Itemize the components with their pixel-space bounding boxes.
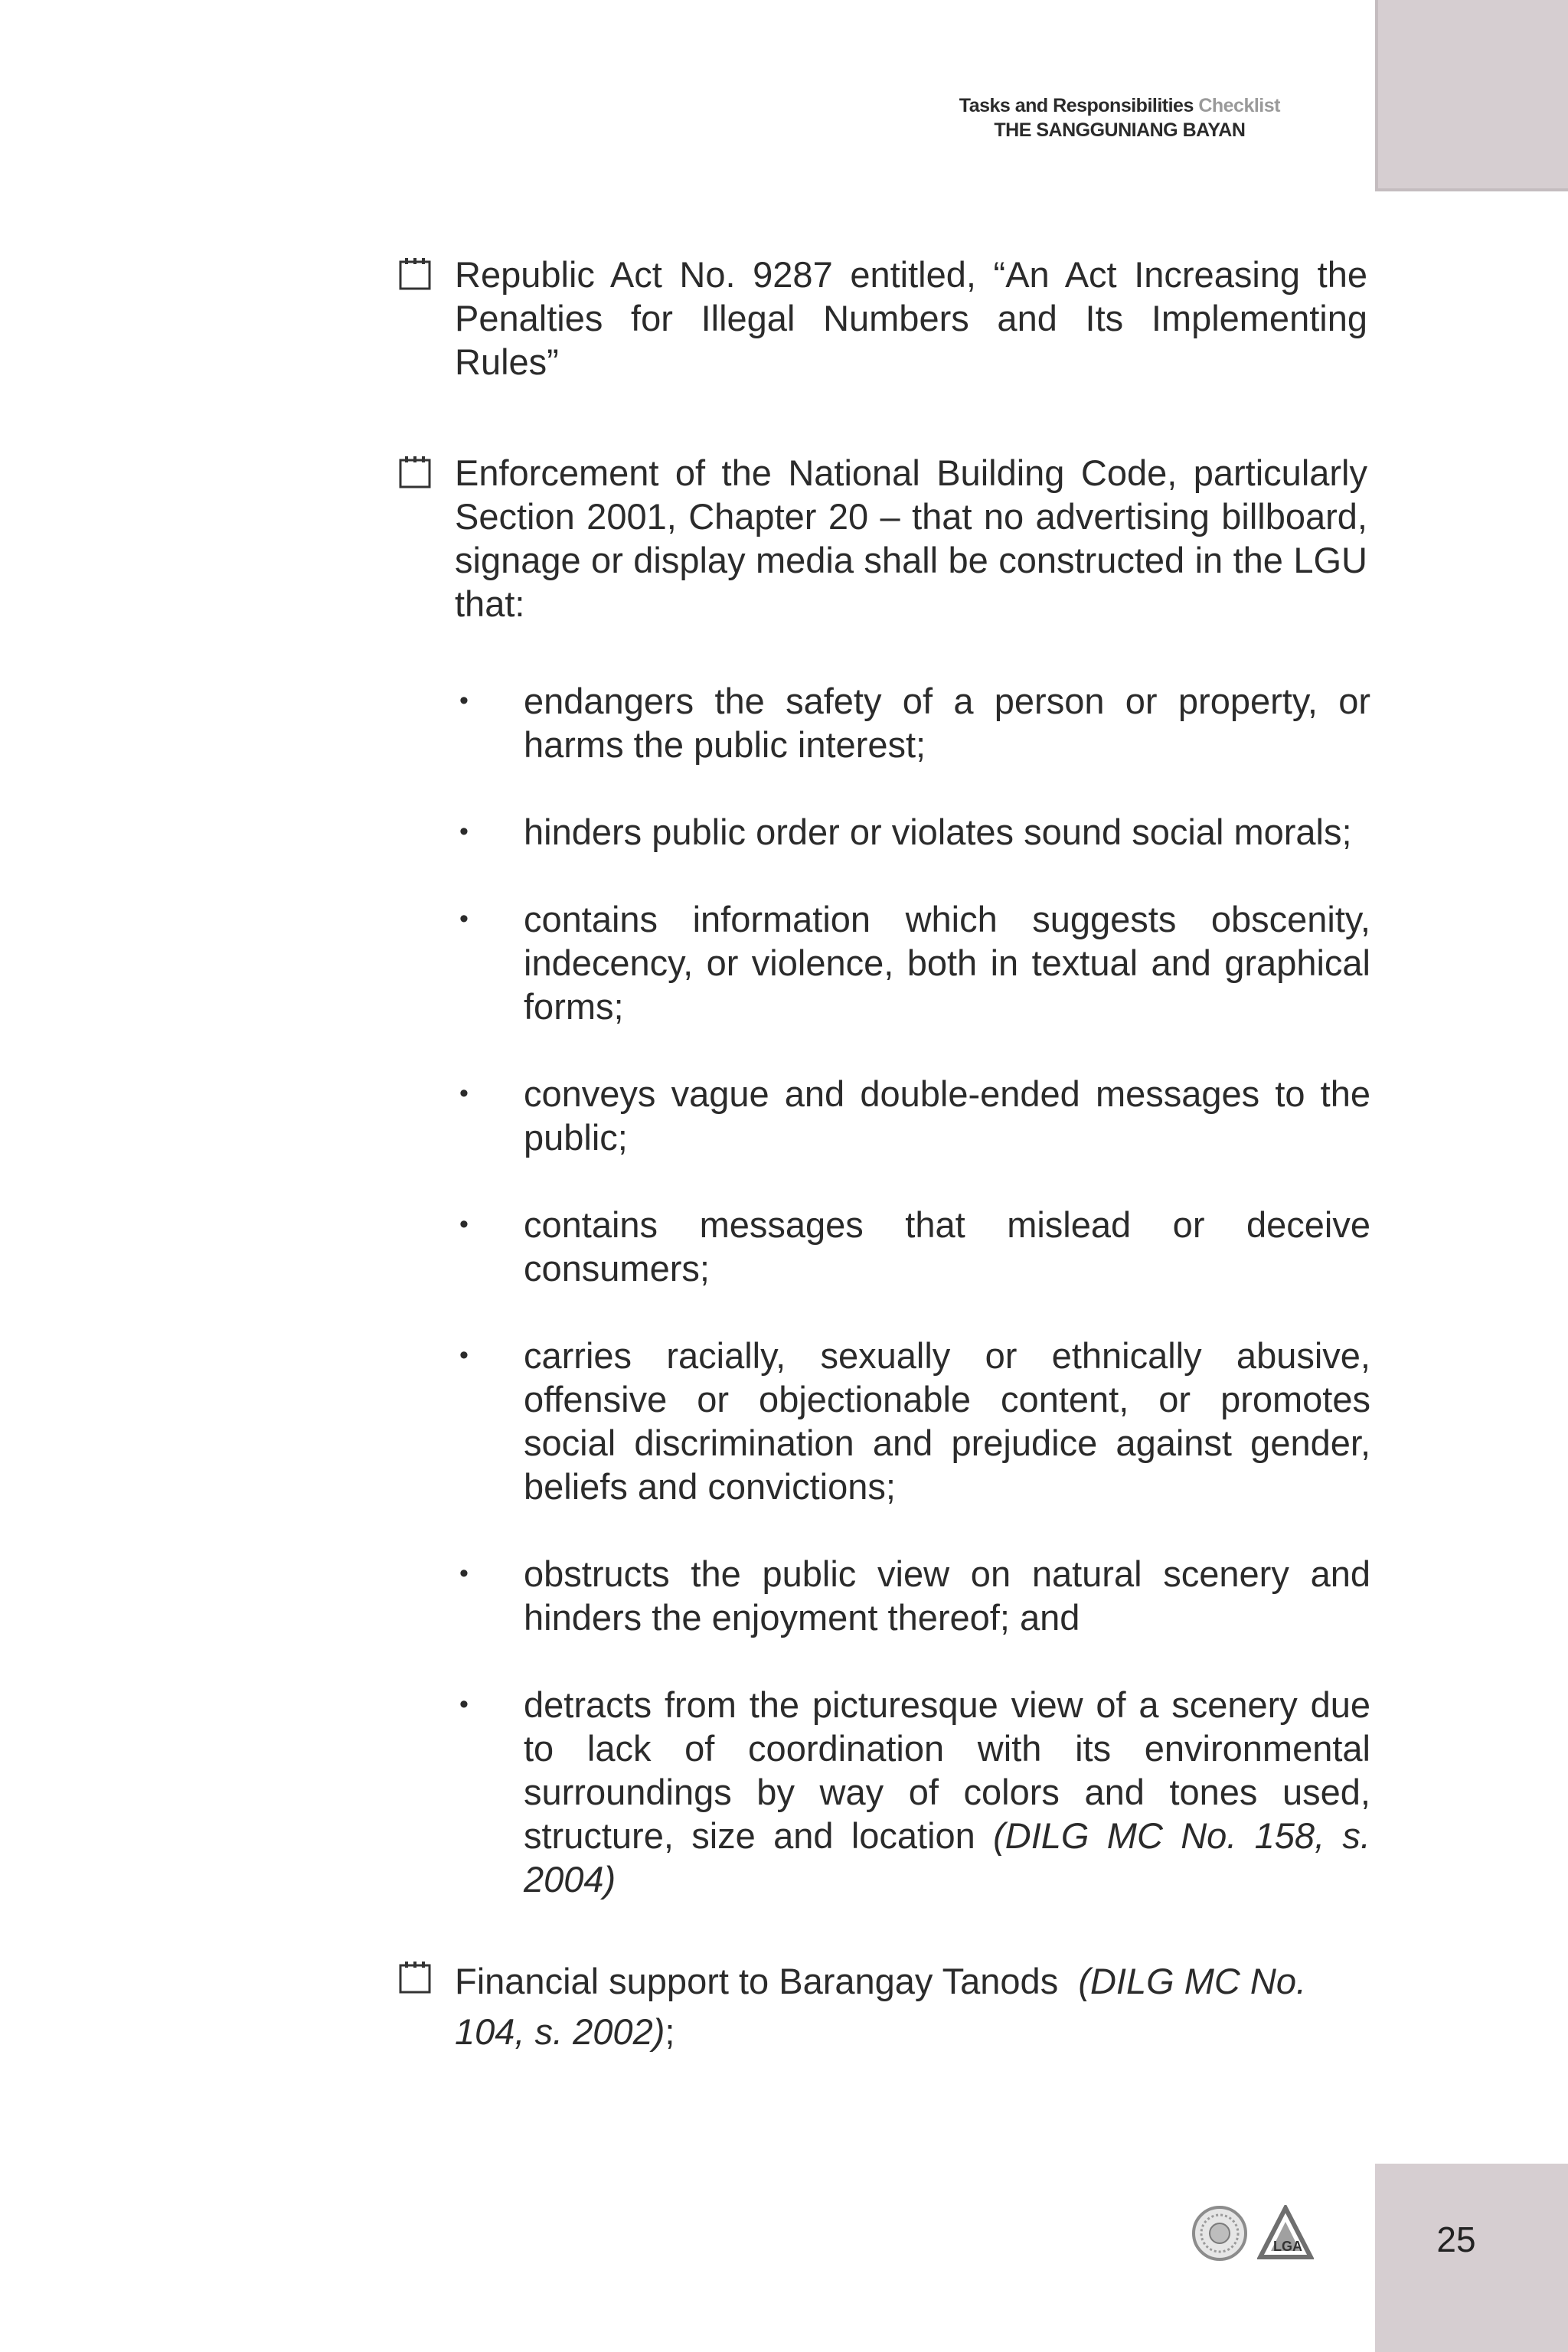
bullet-text bbox=[524, 1683, 1370, 1901]
punctuation: ; bbox=[665, 2011, 675, 2052]
checklist-item bbox=[398, 451, 1370, 626]
checklist-item-text: Republic Act No. 9287 entitled, “An Act Increasing the Penalties for Illegal Numbers and Its Implementing Rules” bbox=[455, 254, 1367, 382]
bullet-text: carries racially, sexually or ethnically abusive, offensive or objectionable content, or promotes social discrimination and prejudice against gender, beliefs and convictions; bbox=[524, 1335, 1370, 1507]
citation: (DILG MC No. 158, s. 2004) bbox=[524, 1815, 1370, 1900]
list-item bbox=[398, 1683, 1370, 1901]
bullet-icon: • bbox=[459, 1079, 469, 1108]
list-item bbox=[398, 679, 1370, 766]
notepad-checkbox-icon[interactable] bbox=[398, 456, 432, 489]
bullet-list bbox=[398, 679, 1370, 1901]
bullet-icon: • bbox=[459, 1210, 469, 1239]
notepad-checkbox-icon[interactable] bbox=[398, 257, 432, 291]
list-item bbox=[398, 1552, 1370, 1639]
bullet-text: endangers the safety of a person or property, or harms the public interest; bbox=[524, 681, 1370, 765]
bullet-icon: • bbox=[459, 904, 469, 933]
checklist-item bbox=[398, 253, 1370, 384]
page-number: 25 bbox=[1436, 2220, 1476, 2259]
bullet-text-body: detracts from the picturesque view of a scenery due to lack of coordination with its environmental surroundings by way of colors and tones used, structure, size and location bbox=[524, 1684, 1370, 1856]
checklist-content bbox=[398, 253, 1370, 2125]
bullet-icon: • bbox=[459, 1341, 469, 1370]
header-title-gray: Checklist bbox=[1198, 95, 1280, 116]
footer-logos bbox=[1191, 2205, 1314, 2262]
bullet-text: contains messages that mislead or deceive consumers; bbox=[524, 1204, 1370, 1289]
citation: (DILG MC No. 104, s. 2002) bbox=[455, 1961, 1307, 2052]
svg-text:LGA: LGA bbox=[1273, 2239, 1302, 2254]
checklist-item bbox=[398, 1956, 1370, 2057]
running-header bbox=[959, 93, 1280, 142]
checklist-item-body: Financial support to Barangay Tanods bbox=[455, 1961, 1059, 2001]
top-corner-tab bbox=[1375, 0, 1568, 191]
lga-logo-icon bbox=[1257, 2205, 1314, 2262]
list-item bbox=[398, 897, 1370, 1028]
checklist-item-text bbox=[455, 1956, 1367, 2057]
bullet-icon: • bbox=[459, 817, 469, 846]
header-subtitle: THE SANGGUNIANG BAYAN bbox=[994, 119, 1246, 141]
notepad-checkbox-icon[interactable] bbox=[398, 1961, 432, 1994]
list-item bbox=[398, 1072, 1370, 1159]
bullet-icon: • bbox=[459, 1559, 469, 1588]
list-item bbox=[398, 1203, 1370, 1290]
bullet-icon: • bbox=[459, 686, 469, 715]
bullet-text: obstructs the public view on natural scenery and hinders the enjoyment thereof; and bbox=[524, 1553, 1370, 1638]
checklist-item-text: Enforcement of the National Building Code, particularly Section 2001, Chapter 20 – that no advertising billboard, signage or display media shall be constructed in the LGU that: bbox=[455, 452, 1367, 624]
bullet-icon: • bbox=[459, 1690, 469, 1719]
bullet-text: contains information which suggests obscenity, indecency, or violence, both in textual and graphical forms; bbox=[524, 899, 1370, 1027]
header-title bbox=[959, 93, 1280, 118]
list-item bbox=[398, 1334, 1370, 1508]
list-item bbox=[398, 810, 1370, 854]
header-title-bold: Tasks and Responsibilities bbox=[959, 95, 1194, 116]
bullet-text: hinders public order or violates sound social morals; bbox=[524, 812, 1352, 852]
bullet-text: conveys vague and double-ended messages to the public; bbox=[524, 1073, 1370, 1158]
dilg-seal-icon bbox=[1191, 2205, 1248, 2262]
